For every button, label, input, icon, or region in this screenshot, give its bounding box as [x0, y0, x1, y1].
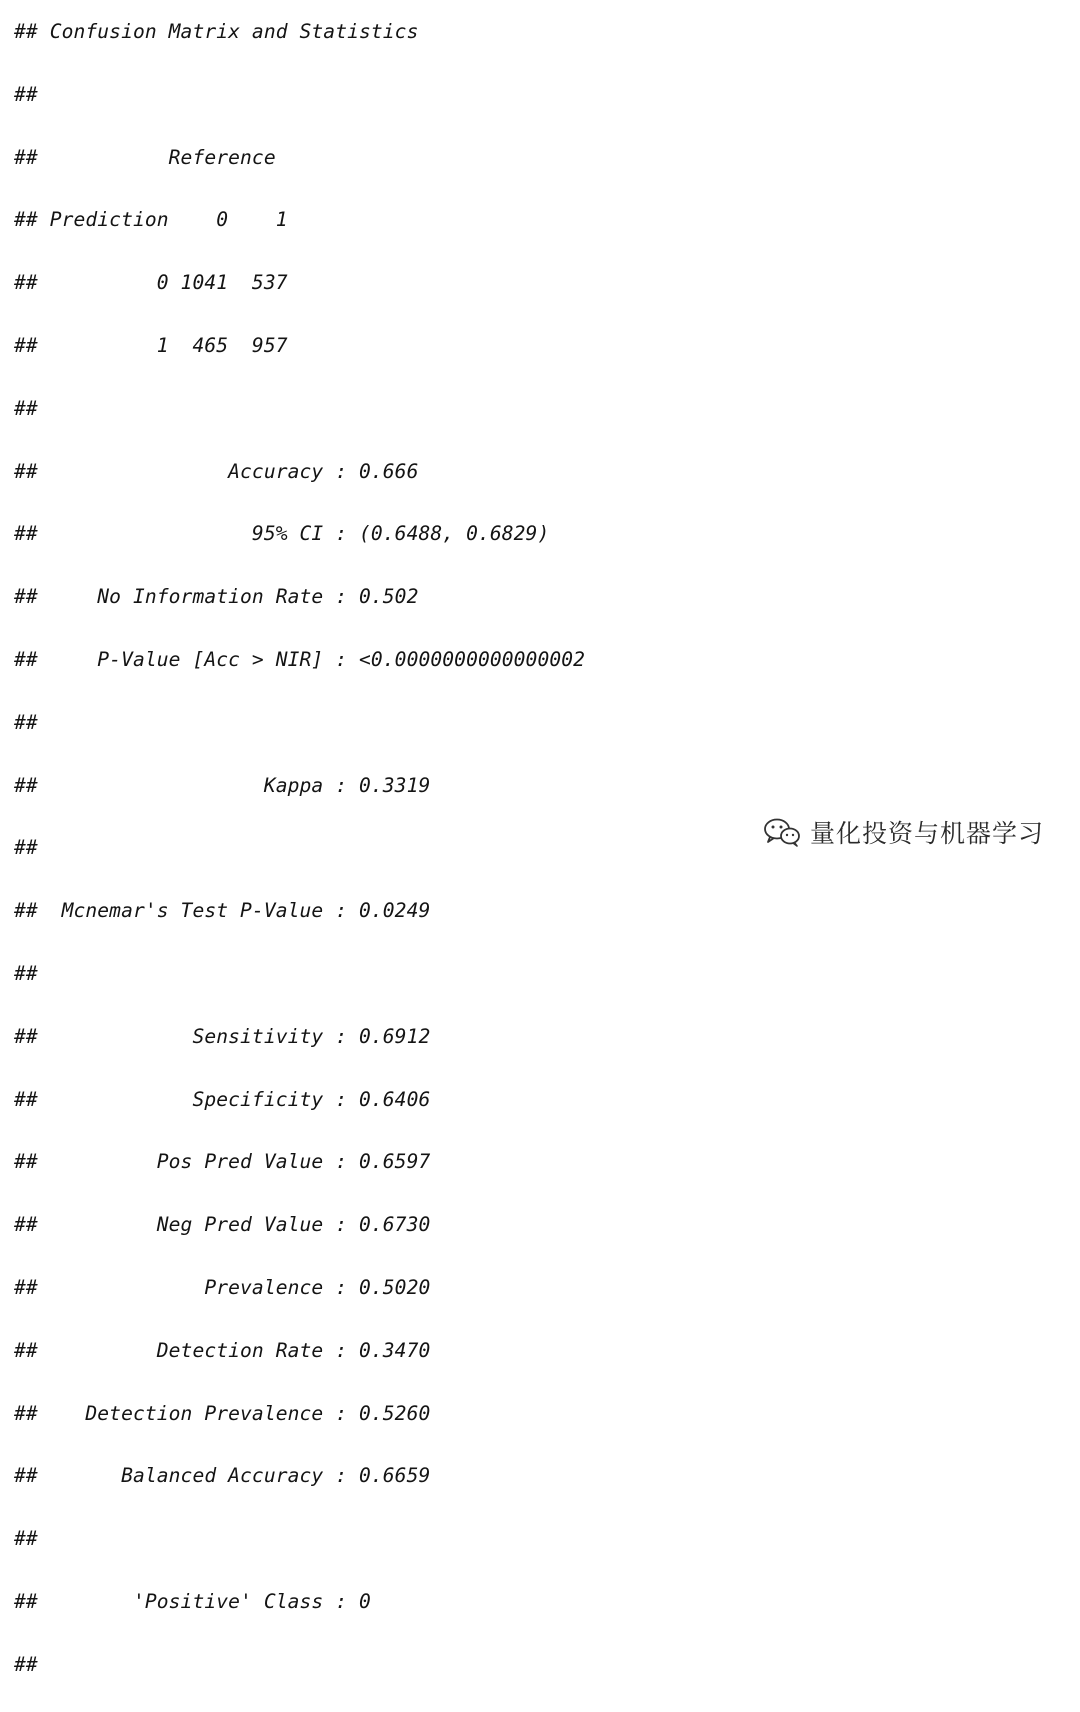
console-line-title: ## Confusion Matrix and Statistics: [14, 20, 419, 43]
console-line-accuracy: ## Accuracy : 0.666: [14, 459, 419, 483]
console-line-detection-prevalence: ## Detection Prevalence : 0.5260: [14, 1401, 431, 1425]
console-line-specificity: ## Specificity : 0.6406: [14, 1087, 431, 1111]
console-line-neg-pred-value: ## Neg Pred Value : 0.6730: [14, 1213, 431, 1237]
console-line-mcnemar: ## Mcnemar's Test P-Value : 0.0249: [14, 899, 431, 923]
console-line-matrix-row-0: ## 0 1041 537: [14, 271, 288, 295]
console-line-matrix-reference-header: ## Reference: [14, 145, 276, 169]
console-line: ##: [14, 710, 38, 734]
console-line: ##: [14, 836, 38, 860]
console-line: ##: [14, 396, 38, 420]
console-line-balanced-accuracy: ## Balanced Accuracy : 0.6659: [14, 1464, 431, 1488]
watermark: [762, 814, 1044, 850]
console-line: ##: [14, 961, 38, 985]
watermark-text: 量化投资与机器学习: [809, 819, 1044, 848]
console-line-ci: ## 95% CI : (0.6488, 0.6829): [14, 522, 550, 546]
r-console-output: [14, 16, 585, 1712]
console-line: ##: [14, 1527, 38, 1551]
console-line-nir: ## No Information Rate : 0.502: [14, 585, 419, 609]
console-line-kappa: ## Kappa : 0.3319: [14, 773, 431, 797]
console-line-pvalue: ## P-Value [Acc > NIR] : <0.0000000000000002: [14, 647, 586, 671]
console-line: ##: [14, 1652, 38, 1676]
console-line-detection-rate: ## Detection Rate : 0.3470: [14, 1338, 431, 1362]
console-line-prevalence: ## Prevalence : 0.5020: [14, 1275, 431, 1299]
console-line: ##: [14, 82, 38, 106]
console-line-matrix-prediction-header: ## Prediction 0 1: [14, 208, 288, 232]
console-line-sensitivity: ## Sensitivity : 0.6912: [14, 1024, 431, 1048]
console-line-matrix-row-1: ## 1 465 957: [14, 333, 288, 357]
wechat-icon: [762, 817, 802, 847]
console-line-pos-pred-value: ## Pos Pred Value : 0.6597: [14, 1150, 431, 1174]
console-line-positive-class: ## 'Positive' Class : 0: [14, 1589, 371, 1613]
